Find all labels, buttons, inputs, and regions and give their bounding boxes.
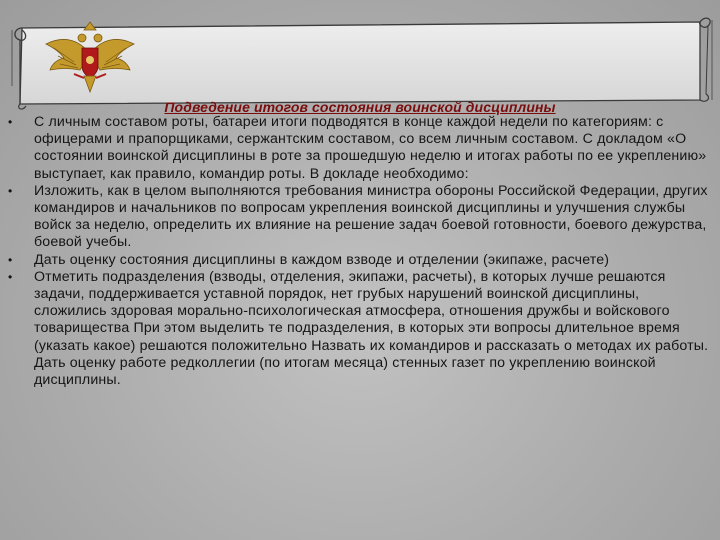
bullet-text: Отметить подразделения (взводы, отделения, экипажи, расчеты), в которых лучше решаются задачи, поддерживается уставной порядок, нет грубых нарушений воинской дисциплины, сложились здоровая морально-психологическая атмосфера, отношения дружбы и войскового товарищества При этом выделить те подразделения, в которых эти вопросы длительное время (указать какое) решаются положительно Назвать их командиров и рассказать о методах их работы. Дать оценку работе редколлегии (по итогам месяца) стенных газет по укреплению воинской дисциплины. — [34, 268, 709, 389]
bullet-item — [8, 252, 714, 269]
bullet-icon: • — [8, 252, 13, 267]
bullet-icon: • — [8, 269, 13, 284]
bullet-text: С личным составом роты, батареи итоги подводятся в конце каждой недели по категориям: с офицерами и прапорщиками, сержантским составом, со всем личным составом. С докладом «О состоянии воинской дисциплины в роте за прошедшую неделю и итогах работы по ее укреплению» выступает, как правило, командир роты. В докладе необходимо: — [34, 114, 707, 182]
double-headed-eagle-emblem-icon — [40, 18, 140, 98]
bullet-icon: • — [8, 115, 13, 129]
bullet-list — [8, 114, 714, 389]
bullet-text: Дать оценку состояния дисциплины в каждом взводе и отделении (экипаже, расчете) — [34, 251, 610, 268]
bullet-icon: • — [8, 183, 13, 198]
bullet-item — [8, 269, 714, 389]
bullet-text: Изложить, как в целом выполняются требования министра обороны Российской Федерации, других командиров и начальников по вопросам укрепления воинской дисциплины и улучшения службы войск за неделю, определить их влияние на решение задач боевой готовности, боевого дежурства, боевой учебы. — [34, 182, 708, 251]
bullet-item — [8, 114, 714, 183]
slide-title: Подведение итогов состояния воинской дисциплины — [164, 99, 556, 115]
slide-body — [8, 114, 714, 389]
bullet-item — [8, 183, 714, 252]
